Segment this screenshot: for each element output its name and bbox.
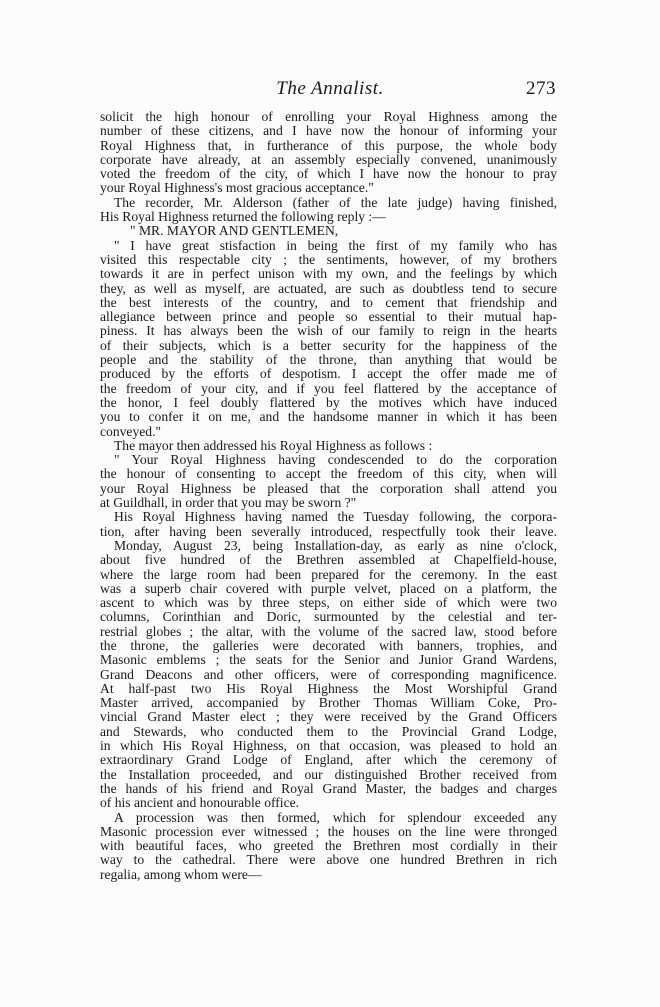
text-line: the honor, I feel doubly flattered by the motives which have induced	[100, 395, 557, 410]
text-line: Masonic emblems ; the seats for the Senior and Junior Grand Wardens,	[100, 653, 557, 668]
text-line: number of these citizens, and I have now the honour of informing your	[100, 124, 557, 139]
text-line: at Guildhall, in order that you may be sworn ?"	[100, 496, 357, 511]
text-line: At half-past two His Royal Highness the Most Worshipful Grand	[100, 681, 557, 696]
text-line: in which His Royal Highness, on that occasion, was pleased to hold an	[100, 739, 557, 754]
text-line: with beautiful faces, who greeted the Brethren most cordially in their	[100, 839, 557, 854]
text-line: was a superb chair covered with purple velvet, placed on a platform, the	[100, 581, 557, 596]
text-line: Masonic procession ever witnessed ; the houses on the line were thronged	[100, 824, 557, 839]
text-line: the freedom of your city, and if you feel flattered by the acceptance of	[100, 381, 557, 396]
page-number: 273	[526, 78, 556, 99]
text-line: people and the stability of the throne, than anything that would be	[100, 353, 557, 368]
running-title: The Annalist.	[276, 78, 384, 99]
text-line: Master arrived, accompanied by Brother Thomas William Coke, Pro-	[100, 696, 557, 711]
text-line: where the large room had been prepared for the ceremony. In the east	[100, 567, 557, 582]
text-line: allegiance between prince and people so essential to their mutual hap-	[100, 310, 557, 325]
text-line: of his ancient and honourable office.	[100, 796, 300, 811]
text-line: produced by the efforts of despotism. I accept the offer made me of	[100, 367, 557, 382]
text-line: Grand Deacons and other officers, were of corresponding magnificence.	[100, 667, 557, 682]
text-line: visited this respectable city ; the sentiments, however, of my brothers	[100, 252, 557, 267]
salutation: " MR. MAYOR AND GENTLEMEN,	[130, 224, 339, 239]
text-line: and Stewards, who conducted them to the Provincial Grand Lodge,	[100, 724, 557, 739]
text-line: the Installation proceeded, and our distinguished Brother received from	[100, 767, 557, 782]
text-line: A procession was then formed, which for splendour exceeded any	[114, 810, 557, 825]
text-line: columns, Corinthian and Doric, surmounted by the celestial and ter-	[100, 610, 557, 625]
text-line: corporate have already, at an assembly especially convened, unanimously	[100, 152, 557, 167]
text-line: The recorder, Mr. Alderson (father of the late judge) having finished,	[114, 195, 557, 210]
text-line: about five hundred of the Brethren assembled at Chapelfield-house,	[100, 553, 557, 568]
text-line: voted the freedom of the city, of which I have now the honour to pray	[100, 167, 557, 182]
text-line: Monday, August 23, being Installation-day, as early as nine o'clock,	[114, 538, 557, 553]
text-line: His Royal Highness returned the following reply :—	[100, 210, 386, 225]
running-head	[0, 78, 660, 104]
text-line: extraordinary Grand Lodge of England, after which the ceremony of	[100, 753, 557, 768]
text-line: towards it are in perfect unison with my own, and the feelings by which	[100, 267, 557, 282]
text-line: solicit the high honour of enrolling your Royal Highness among the	[100, 110, 557, 124]
text-line: the throne, the galleries were decorated with banners, trophies, and	[100, 638, 557, 653]
text-line: ascent to which was by three steps, on either side of which were two	[100, 596, 557, 611]
text-line: your Royal Highness be pleased that the corporation shall attend you	[100, 481, 557, 496]
text-line: your Royal Highness's most gracious acceptance."	[100, 181, 374, 196]
text-line: Royal Highness that, in furtherance of this purpose, the whole body	[100, 138, 557, 153]
text-line: His Royal Highness having named the Tuesday following, the corpora-	[114, 510, 557, 525]
text-line: way to the cathedral. There were above one hundred Brethren in rich	[100, 853, 557, 868]
body-text	[100, 110, 557, 882]
text-line: they, as well as myself, are actuated, are such as doubtless tend to secure	[100, 281, 557, 296]
text-line: conveyed."	[100, 424, 162, 439]
text-line: the honour of consenting to accept the freedom of this city, when will	[100, 467, 557, 482]
text-line: The mayor then addressed his Royal Highness as follows :	[114, 438, 433, 453]
text-line: " Your Royal Highness having condescended to do the corporation	[114, 453, 557, 468]
text-line: vincial Grand Master elect ; they were received by the Grand Officers	[100, 710, 557, 725]
text-line: regalia, among whom were—	[100, 867, 262, 882]
text-line: of their subjects, which is a better security for the happiness of the	[100, 338, 557, 353]
text-line: restrial globes ; the altar, with the volume of the sacred law, stood before	[100, 624, 557, 639]
text-line: you to confer it on me, and the handsome manner in which it has been	[100, 410, 557, 425]
text-line: the best interests of the country, and to cement that friendship and	[100, 295, 557, 310]
text-line: the hands of his friend and Royal Grand Master, the badges and charges	[100, 781, 557, 796]
text-line: piness. It has always been the wish of our family to reign in the hearts	[100, 324, 557, 339]
text-line: tion, after having been severally introduced, respectfully took their leave.	[100, 524, 557, 539]
text-line: " I have great stisfaction in being the first of my family who has	[114, 238, 557, 253]
